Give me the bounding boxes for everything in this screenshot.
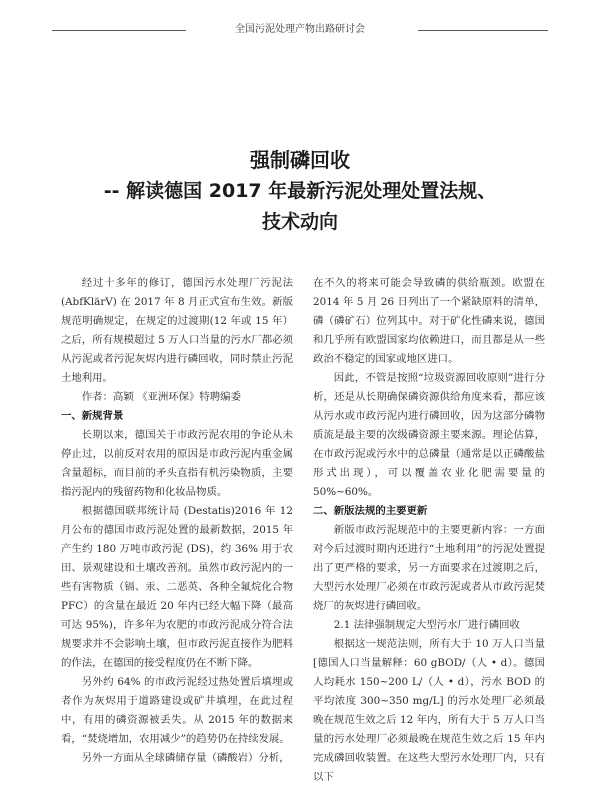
title-line-2: -- 解读德国 2017 年最新污泥处理处置法规、	[103, 180, 497, 202]
paragraph: 根据德国联邦统计局 (Destatis)2016 年 12 月公布的德国市政污泥处置的最新数据，2015 年产生约 180 万吨市政污泥 (DS)，约 36% 用于农田、景观建设和土壤改善剂。虽然市政污泥内的一些有害物质（镉、汞、二恶英、各种全氟烷化合物PFC）的含量在最近 20 年内已经大幅下降（最高可达 95%)，许多年为农肥的市政污泥成分符合法规要求并不会影响土壤，但市政污泥直接作为肥料的作法，在德国的接受程度仍在不断下降。	[61, 505, 293, 669]
running-header	[52, 23, 548, 37]
title-line-1: 强制磷回收	[250, 148, 350, 172]
title-line-3: 技术动向	[261, 211, 338, 233]
paragraph-continued: 在不久的将来可能会导致磷的供给瓶颈。欧盟在 2014 年 5 月 26 日列出了一个紧缺原料的清单，磷（磷矿石）位列其中。对于矿化性磷来说，德国和几乎所有欧盟国家均依赖进口，而且都是从一些政治不稳定的国家或地区进口。	[313, 277, 545, 365]
header-text: 全国污泥处理产物出路研讨会	[235, 24, 365, 35]
author-line: 作者：高颖 《亚洲环保》特聘编委	[81, 391, 241, 403]
paragraph: 新版市政污泥规范中的主要更新内容：一方面对今后过渡时期内还进行“土地利用”的污泥处置提出了更严格的要求，另一方面要求在过渡期之后，大型污水处理厂必须在市政污泥或者从市政污泥焚烧厂的灰烬进行磷回收。	[313, 524, 545, 612]
paragraph: 长期以来，德国关于市政污泥农用的争论从未停止过，以前反对农用的原因是市政污泥内重金属含量超标，而目前的矛头直指有机污染物质，主要指污泥内的残留药物和化妆品物质。	[61, 429, 293, 498]
subsection-heading: 2.1 法律强制规定大型污水厂进行磷回收	[333, 619, 520, 631]
right-column	[313, 274, 545, 787]
header-rule-right	[418, 30, 548, 31]
article-title	[40, 145, 560, 238]
abstract-paragraph: 经过十多年的修订，德国污水处理厂污泥法(AbfKlärV) 在 2017 年 8 月正式宣布生效。新版规范明确规定，在规定的过渡期(12 年或 15 年）之后，所有规模超过 5 万人口当量的污水厂都必须从污泥或者污泥灰烬内进行磷回收，同时禁止污泥土地利用。	[61, 277, 293, 384]
paragraph: 根据这一规范法则，所有大于 10 万人口当量[德国人口当量解释：60 gBOD/（人 • d）。德国人均耗水 150~200 L/（人 • d），污水 BOD 的平均浓度 300~350 mg/L] 的污水处理厂必须最晚在规范生效之后 12 年内，所有大于 5 万人口当量的污水处理厂必须最晚在规范生效之后 15 年内完成磷回收装置。在这些大型污水处理厂内，只有以下	[313, 638, 545, 783]
paragraph: 因此，不管是按照“垃圾资源回收原则”进行分析，还是从长期确保磷资源供给角度来看，都应该从污水或市政污泥内进行磷回收，因为这部分磷物质流是最主要的次级磷资源主要来源。理论估算，在市政污泥或污水中的总磷量（通常是以正磷酸盐形式出现），可以覆盖农业化肥需要量的 50%~60%。	[313, 372, 545, 498]
left-column	[61, 274, 293, 768]
paragraph: 另外约 64% 的市政污泥经过热处置后填埋或者作为灰烬用于道路建设或矿井填埋，在此过程中，有用的磷资源被丢失。从 2015 年的数据来看，“焚烧增加，农用减少”的趋势仍在持续发展。	[61, 676, 293, 745]
section-heading-background: 一、新规背景	[61, 410, 124, 422]
paragraph: 另外一方面从全球磷储存量（磷酸岩）分析，	[81, 752, 290, 764]
section-heading-updates: 二、新版法规的主要更新	[313, 505, 428, 517]
